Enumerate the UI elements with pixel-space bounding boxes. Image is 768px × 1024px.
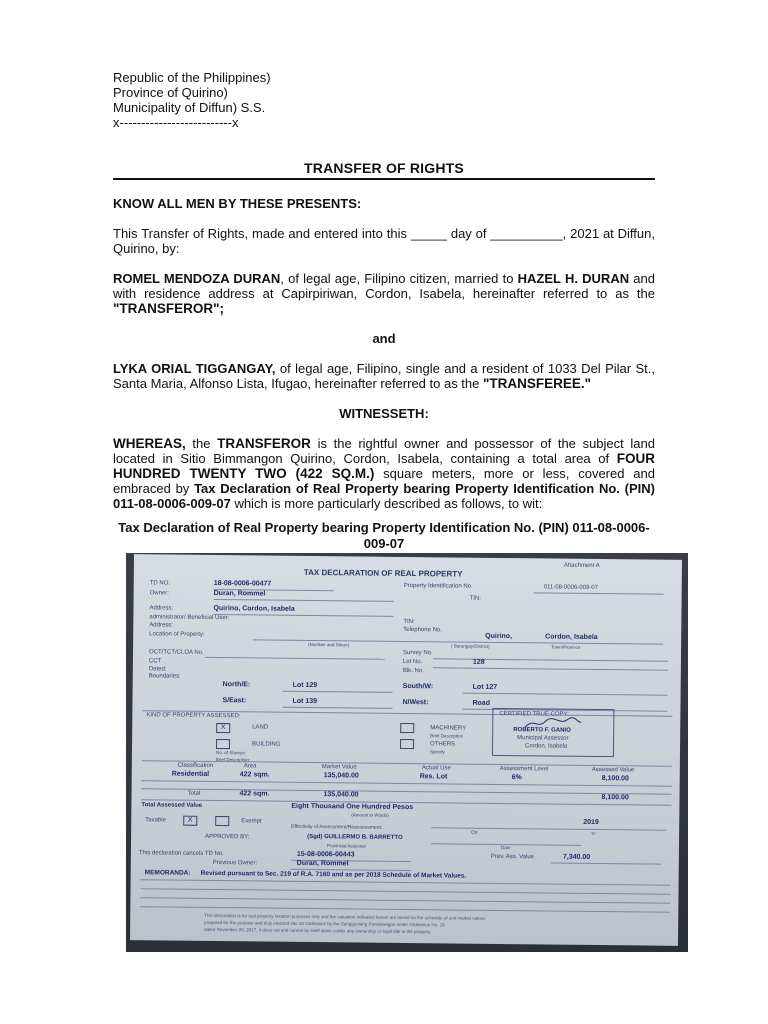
know-all-heading: KNOW ALL MEN BY THESE PRESENTS: — [113, 196, 362, 211]
prev-owner-label: Previous Owner: — [212, 859, 258, 867]
prev-owner-value: Duran, Rommel — [296, 859, 349, 868]
building-checkbox — [216, 739, 230, 749]
attachment-label: Attachment A — [563, 562, 600, 570]
memoranda-value: Revised pursuant to Sec. 219 of R.A. 7160 and as per 2018 Schedule of Market Values. — [200, 869, 467, 880]
pin-label: Property Identification No. — [403, 582, 473, 590]
south-label: South/W: — [402, 682, 434, 691]
footnote-line: dated November 20, 2017. It does not and cannot by itself alone confer any ownership or legal title to the property. — [204, 926, 432, 935]
certified-stamp — [492, 708, 614, 757]
whereas-area: FOUR HUNDRED TWENTY TWO (422 SQ.M.) — [113, 451, 655, 481]
total-market-value: 135,040.00 — [323, 791, 359, 799]
whereas-text: the — [185, 436, 218, 451]
footnote-line: This declaration is for real property taxation purposes only and the valuation indicated herein are based on the schedule of unit market values — [204, 912, 486, 921]
col-market-value: Market Value — [321, 764, 357, 771]
north-label: North/E: — [222, 681, 251, 689]
row-assessment-level: 6% — [511, 774, 522, 782]
footnote-line: prepared for the purpose and duly enacted into an Ordinance by the Sangguniang Panlalawigan under Ordinance No. 16 — [204, 919, 445, 928]
signature-icon — [523, 715, 583, 732]
location-town: Cordon, Isabela — [545, 633, 598, 642]
nwest-value: Road — [472, 699, 491, 707]
intro-paragraph: This Transfer of Rights, made and entered into this _____ day of __________, 2021 at Diffun, Quirino, by: — [113, 226, 655, 256]
brief-description-label: Brief Description: — [215, 757, 251, 763]
land-checkbox: X — [216, 723, 230, 733]
row-classification: Residential — [171, 770, 210, 778]
owner-label: Owner: — [149, 590, 170, 597]
col-area: Area — [243, 763, 257, 770]
approver-title: Provincial Assessor — [326, 843, 367, 849]
form-title: TAX DECLARATION OF REAL PROPERTY — [303, 567, 463, 579]
transferee-text: of legal age, Filipino, single and a resident of 1033 Del Pilar St., Santa Maria, Alfonso Lista, Ifugao, hereinafter referred to as the — [113, 361, 656, 391]
certified-label: CERTIFIED TRUE COPY: — [499, 710, 569, 718]
whereas-paragraph — [113, 436, 655, 511]
assessor-place: Cordon, Isabela — [525, 743, 568, 750]
qtr-label: Qtr — [471, 829, 478, 835]
building-label: BUILDING — [252, 741, 281, 748]
blk-label: Blk. No. — [402, 667, 424, 675]
transferee-name: LYKA ORIAL TIGGANGAY, — [113, 361, 276, 376]
transferor-text: and with residence address at Capirpiriwan, Cordon, Isabela, hereinafter referred to as the — [113, 271, 655, 301]
telephone-label: Telephone No. — [403, 626, 442, 634]
town-caption: Town/Province — [551, 644, 581, 650]
exempt-checkbox — [215, 816, 229, 826]
document — [113, 70, 655, 552]
col-assessed-value: Assessed Value — [591, 766, 635, 774]
whereas-keyword: WHEREAS, — [113, 436, 186, 451]
owner-value: Duran, Rommel — [213, 589, 266, 598]
machinery-checkbox — [400, 723, 414, 733]
location-barangay: Quirino, — [485, 632, 513, 641]
nwest-label: N/West: — [402, 698, 429, 707]
cancels-value: 15-08-0006-00443 — [296, 850, 355, 859]
cancels-label: This declaration cancels TD No. — [138, 850, 224, 858]
transferee-role: "TRANSFEREE." — [483, 376, 592, 391]
assessor-title: Municipal Assessor — [517, 735, 569, 742]
amount-in-words: Eight Thousand One Hundred Pesos — [291, 802, 414, 812]
address-value: Quirino, Cordon, Isabela — [213, 604, 295, 613]
transferor-name: ROMEL MENDOZA DURAN — [113, 271, 281, 286]
land-label: LAND — [252, 724, 269, 731]
transferor-paragraph — [113, 271, 655, 316]
header-line: Republic of the Philippines) — [113, 70, 271, 85]
approved-by-label: APPROVED BY: — [205, 833, 250, 841]
admin-address-label: Address: — [149, 622, 174, 629]
location-label: Location of Property: — [149, 631, 205, 638]
header-line: Province of Quirino) — [113, 85, 228, 100]
storeys-label: No. of Storeys: — [215, 750, 246, 756]
col-assessment-level: Assessment Level — [499, 765, 549, 773]
lot-label: Lot No. — [402, 658, 423, 666]
total-area: 422 sqm. — [239, 790, 270, 798]
whereas-keyword: TRANSFEROR — [217, 436, 311, 451]
document-title: TRANSFER OF RIGHTS — [304, 160, 464, 176]
street-caption: (Number and Street) — [308, 641, 350, 648]
prev-value: 7,340.00 — [562, 853, 591, 861]
survey-label: Survey No. — [402, 649, 433, 657]
amount-caption: (Amount in Words) — [351, 812, 389, 818]
kind-label: KIND OF PROPERTY ASSESSED: — [146, 712, 241, 720]
seast-value: Lot 139 — [292, 697, 318, 706]
tin-label: TIN: — [469, 595, 481, 602]
tax-declaration-photo — [126, 553, 688, 952]
boundaries-label: Boundaries: — [148, 673, 181, 680]
whereas-taxdec: Tax Declaration of Real Property bearing Property Identification No. (PIN) 011-08-0006-009-07 — [113, 481, 655, 511]
tax-declaration-form — [130, 554, 682, 946]
south-value: Lot 127 — [472, 683, 498, 691]
witnesseth-heading: WITNESSETH: — [339, 406, 429, 421]
row-assessed-value: 8,100.00 — [601, 775, 629, 783]
whereas-text: square meters, more or less, covered and embraced by — [113, 466, 655, 496]
exempt-label: Exempt — [241, 818, 262, 825]
seast-label: S/East: — [222, 697, 247, 705]
taxable-checkbox: X — [183, 816, 197, 826]
and-separator: and — [372, 331, 396, 346]
col-actual-use: Actual Use — [421, 765, 451, 772]
machinery-label: MACHINERY — [430, 725, 467, 732]
specify-label: Specify — [429, 749, 445, 755]
transferor-text: , of legal age, Filipino citizen, married to — [280, 271, 518, 286]
header-line: x--------------------------x — [113, 115, 239, 130]
whereas-text: is the rightful owner and possessor of the subject land located in Sitio Bimmangon Quirino, Cordon, Isabela, containing a total area of — [113, 436, 655, 466]
admin-label: administrator/ Beneficial User: — [149, 614, 230, 622]
row-market-value: 135,040.00 — [323, 772, 359, 780]
row-area: 422 sqm. — [239, 771, 270, 779]
total-assessed-label: Total Assessed Value — [141, 802, 203, 809]
total-label: Total — [187, 790, 201, 797]
north-value: Lot 129 — [292, 681, 318, 690]
oct-label: OCT/TCT/CLOA No. — [148, 649, 204, 656]
header-line: Municipality of Diffun) S.S. — [113, 100, 266, 115]
td-value: 18-08-0006-00477 — [213, 579, 272, 588]
transferor-role: "TRANSFEROR"; — [113, 301, 225, 316]
tin-label: TIN: — [403, 618, 415, 626]
cct-label: CCT — [148, 658, 162, 665]
yr-label: Yr — [591, 830, 596, 836]
dated-label: Dated: — [148, 666, 167, 673]
image-caption: Tax Declaration of Real Property bearing Property Identification No. (PIN) 011-08-0006-009-07 — [118, 520, 650, 551]
memoranda-label: MEMORANDA: — [144, 869, 191, 877]
address-label: Address: — [149, 605, 174, 612]
date-label: Date — [500, 845, 511, 851]
assessor-name: ROBERTO F. GANIO — [513, 727, 571, 734]
year-value: 2019 — [583, 818, 599, 827]
others-checkbox — [400, 739, 414, 749]
spouse-name: HAZEL H. DURAN — [517, 271, 630, 286]
row-actual-use: Res. Lot — [419, 773, 448, 781]
transferee-paragraph — [113, 361, 655, 391]
others-label: OTHERS — [430, 741, 456, 748]
td-label: TD NO. — [149, 580, 171, 587]
whereas-text: which is more particularly described as follows, to wit: — [230, 496, 543, 511]
pin-value: 011-08-0006-009-07 — [543, 584, 599, 592]
total-assessed-value: 8,100.00 — [601, 794, 629, 802]
col-classification: Classification — [177, 762, 214, 769]
brief-description-label: Brief Description — [430, 733, 464, 739]
barangay-caption: ( Barangay/District) — [451, 643, 490, 649]
taxable-label: Taxable — [145, 817, 166, 824]
lot-value: 128 — [472, 658, 485, 666]
effectivity-label: Effectivity of Assessment/Reassessment: — [291, 823, 383, 831]
approver-name: (Sgd) GUILLERMO B. BARRETTO — [307, 833, 403, 841]
title-bar — [113, 160, 655, 180]
prev-value-label: Prev. Ass. Value — [490, 853, 535, 861]
